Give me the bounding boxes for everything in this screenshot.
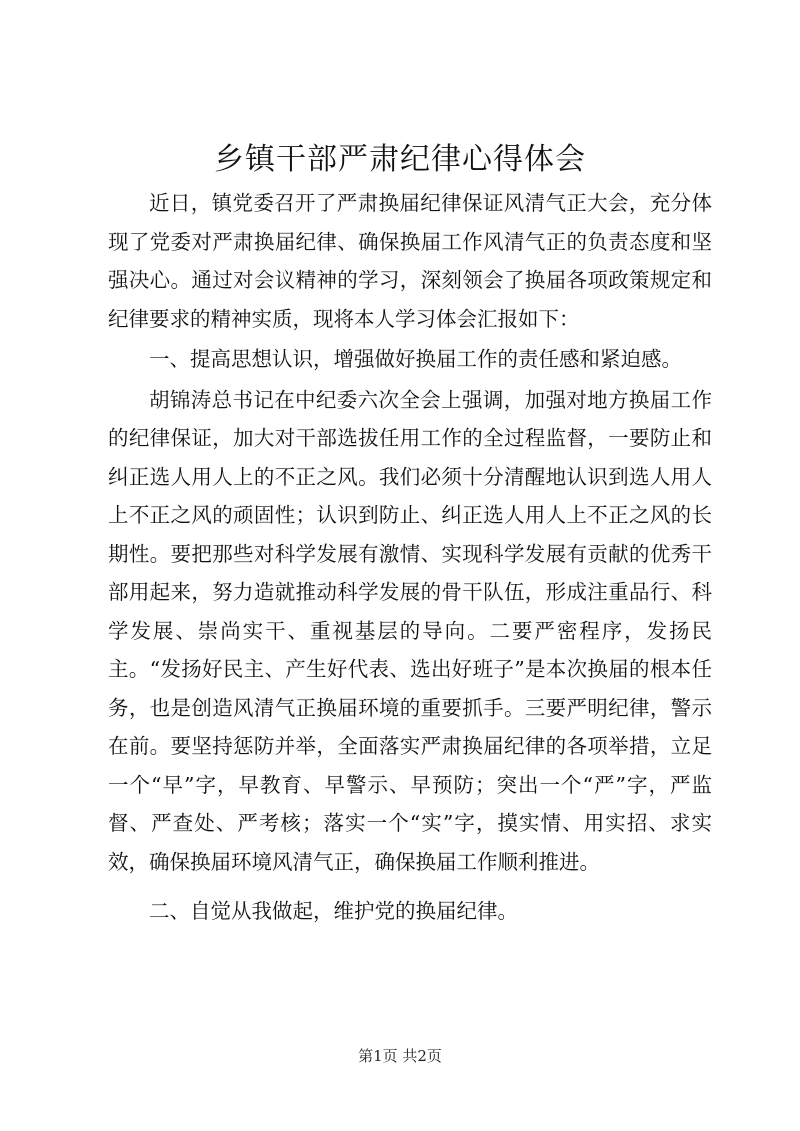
section-heading-1: 一、提高思想认识，增强做好换届工作的责任感和紧迫感。 [149, 347, 682, 371]
page-number-footer: 第1页 共2页 [358, 1047, 442, 1065]
document-title: 乡镇干部严肃纪律心得体会 [214, 142, 586, 177]
paragraph-body: 胡锦涛总书记在中纪委六次全会上强调，加强对地方换届工作的纪律保证，加大对干部选拔任用工作的全过程监督，一要防止和纠正选人用人上的不正之风。我们必须十分清醒地认识到选人用人上不正之风的顽固性；认识到防止、纠正选人用人上不正之风的长期性。要把那些对科学发展有激情、实现科学发展有贡献的优秀干部用起来，努力造就推动科学发展的骨干队伍，形成注重品行、科学发展、崇尚实干、重视基层的导向。二要严密程序，发扬民主。“发扬好民主、产生好代表、选出好班子”是本次换届的根本任务，也是创造风清气正换届环境的重要抓手。三要严明纪律，警示在前。要坚持惩防并举，全面落实严肃换届纪律的各项举措，立足一个“早”字，早教育、早警示、早预防；突出一个“严”字，严监督、严查处、严考核；落实一个“实”字，摸实情、用实招、求实效，确保换届环境风清气正，确保换届工作顺利推进。 [108, 387, 712, 874]
section-heading-2: 二、自觉从我做起，维护党的换届纪律。 [149, 899, 518, 923]
document-body [108, 184, 712, 931]
paragraph-intro: 近日，镇党委召开了严肃换届纪律保证风清气正大会，充分体现了党委对严肃换届纪律、确保换届工作风清气正的负责态度和坚强决心。通过对会议精神的学习，深刻领会了换届各项政策规定和纪律要求的精神实质，现将本人学习体会汇报如下： [108, 191, 712, 331]
